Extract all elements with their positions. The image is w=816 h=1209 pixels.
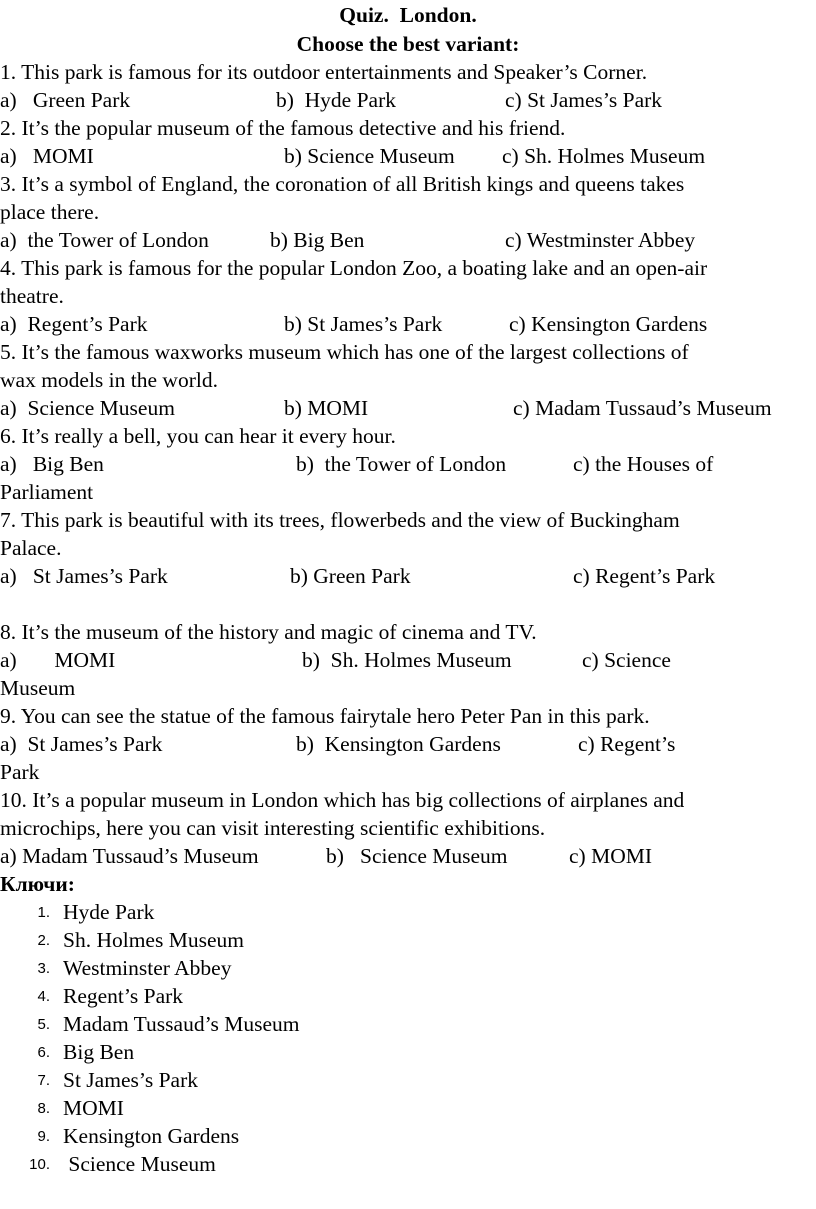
- q7-option-a: a) St James’s Park: [0, 564, 168, 588]
- q4-option-a: a) Regent’s Park: [0, 312, 148, 336]
- q8-option-c-cont: Museum: [0, 676, 76, 700]
- key-number: 10.: [29, 1156, 50, 1173]
- q2-option-b: b) Science Museum: [284, 144, 455, 168]
- q9-option-a: a) St James’s Park: [0, 732, 163, 756]
- key-answer: Westminster Abbey: [63, 956, 232, 980]
- q6-option-c-cont: Parliament: [0, 480, 94, 504]
- key-number: 3.: [37, 960, 50, 977]
- q7-option-b: b) Green Park: [290, 564, 411, 588]
- key-number: 8.: [37, 1100, 50, 1117]
- key-number: 2.: [37, 932, 50, 949]
- question-6-text: 6. It’s really a bell, you can hear it every hour.: [0, 424, 396, 448]
- q10-option-b: b) Science Museum: [326, 844, 508, 868]
- key-number: 9.: [37, 1128, 50, 1145]
- question-3-text: 3. It’s a symbol of England, the coronation of all British kings and queens takes: [0, 172, 685, 196]
- question-4-text: 4. This park is famous for the popular London Zoo, a boating lake and an open-air: [0, 256, 708, 280]
- q8-option-c: c) Science: [582, 648, 671, 672]
- q8-option-b: b) Sh. Holmes Museum: [302, 648, 512, 672]
- key-number: 7.: [37, 1072, 50, 1089]
- question-8-text: 8. It’s the museum of the history and magic of cinema and TV.: [0, 620, 537, 644]
- q4-option-b: b) St James’s Park: [284, 312, 443, 336]
- question-7-text-cont: Palace.: [0, 536, 62, 560]
- q3-option-a: a) the Tower of London: [0, 228, 209, 252]
- question-3-text-cont: place there.: [0, 200, 100, 224]
- key-number: 4.: [37, 988, 50, 1005]
- q1-option-a: a) Green Park: [0, 88, 131, 112]
- key-number: 6.: [37, 1044, 50, 1061]
- q10-option-c: c) MOMI: [569, 844, 652, 868]
- q1-option-b: b) Hyde Park: [276, 88, 397, 112]
- q4-option-c: c) Kensington Gardens: [509, 312, 708, 336]
- question-5-text-cont: wax models in the world.: [0, 368, 218, 392]
- key-answer: MOMI: [63, 1096, 124, 1120]
- q6-option-b: b) the Tower of London: [296, 452, 507, 476]
- q6-option-c: c) the Houses of: [573, 452, 714, 476]
- key-number: 5.: [37, 1016, 50, 1033]
- quiz-title: Quiz. London.: [339, 3, 477, 27]
- q8-option-a: a) MOMI: [0, 648, 116, 672]
- question-1-text: 1. This park is famous for its outdoor entertainments and Speaker’s Corner.: [0, 60, 648, 84]
- question-4-text-cont: theatre.: [0, 284, 64, 308]
- q5-option-b: b) MOMI: [284, 396, 369, 420]
- q5-option-a: a) Science Museum: [0, 396, 175, 420]
- key-answer: Madam Tussaud’s Museum: [63, 1012, 300, 1036]
- question-5-text: 5. It’s the famous waxworks museum which has one of the largest collections of: [0, 340, 689, 364]
- question-2-text: 2. It’s the popular museum of the famous detective and his friend.: [0, 116, 566, 140]
- key-answer: St James’s Park: [63, 1068, 198, 1092]
- key-number: 1.: [37, 904, 50, 921]
- q1-option-c: c) St James’s Park: [505, 88, 663, 112]
- key-answer: Sh. Holmes Museum: [63, 928, 244, 952]
- key-answer: Kensington Gardens: [63, 1124, 240, 1148]
- question-9-text: 9. You can see the statue of the famous fairytale hero Peter Pan in this park.: [0, 704, 650, 728]
- answer-keys-heading: Ключи:: [0, 872, 75, 896]
- question-10-text-cont: microchips, here you can visit interesting scientific exhibitions.: [0, 816, 546, 840]
- quiz-instructions: Choose the best variant:: [296, 32, 520, 56]
- q10-option-a: a) Madam Tussaud’s Museum: [0, 844, 259, 868]
- q2-option-a: a) MOMI: [0, 144, 94, 168]
- key-answer: Hyde Park: [63, 900, 155, 924]
- q5-option-c: c) Madam Tussaud’s Museum: [513, 396, 772, 420]
- key-answer: Science Museum: [63, 1152, 216, 1176]
- q9-option-c-cont: Park: [0, 760, 40, 784]
- key-answer: Big Ben: [63, 1040, 135, 1064]
- q9-option-c: c) Regent’s: [578, 732, 676, 756]
- key-answer: Regent’s Park: [63, 984, 184, 1008]
- q2-option-c: c) Sh. Holmes Museum: [502, 144, 706, 168]
- question-10-text: 10. It’s a popular museum in London which has big collections of airplanes and: [0, 788, 685, 812]
- q3-option-b: b) Big Ben: [270, 228, 365, 252]
- q3-option-c: c) Westminster Abbey: [505, 228, 696, 252]
- q6-option-a: a) Big Ben: [0, 452, 104, 476]
- question-7-text: 7. This park is beautiful with its trees, flowerbeds and the view of Buckingham: [0, 508, 680, 532]
- q9-option-b: b) Kensington Gardens: [296, 732, 501, 756]
- q7-option-c: c) Regent’s Park: [573, 564, 716, 588]
